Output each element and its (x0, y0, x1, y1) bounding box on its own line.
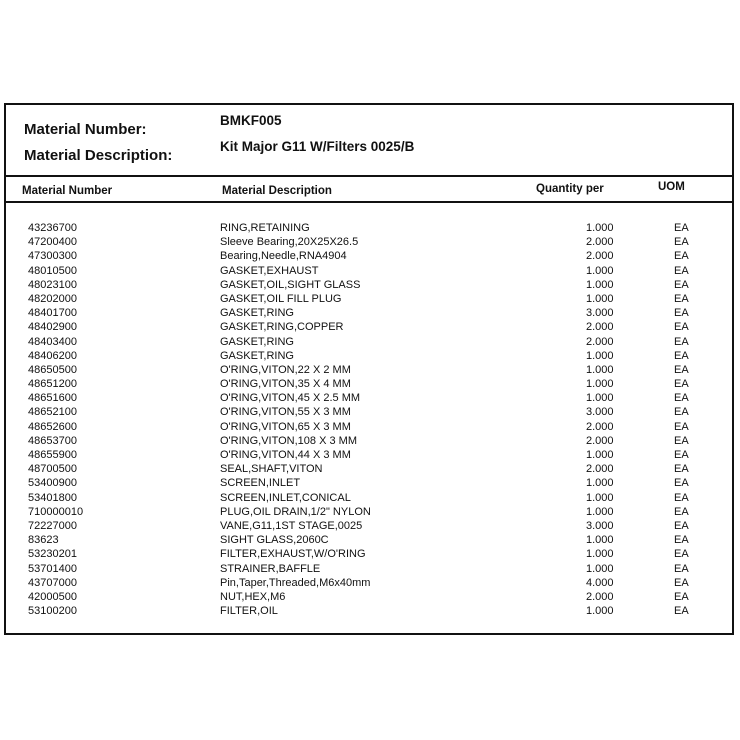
quantity-cell: 1.000 (586, 222, 614, 234)
table-row (6, 505, 732, 519)
quantity-cell: 2.000 (586, 335, 614, 348)
table-row (6, 576, 732, 590)
uom-cell: EA (674, 562, 689, 575)
material-number-cell: 83623 (28, 534, 59, 547)
quantity-cell: 2.000 (586, 420, 614, 433)
material-description-cell: PLUG,OIL DRAIN,1/2" NYLON (220, 505, 371, 518)
table-row (6, 221, 732, 235)
material-description-cell: GASKET,OIL,SIGHT GLASS (220, 278, 361, 291)
material-number-cell: 47200400 (28, 236, 77, 249)
material-number-cell: 48700500 (28, 463, 77, 476)
material-number-cell: 53401800 (28, 491, 77, 504)
quantity-cell: 3.000 (586, 519, 614, 532)
material-number-cell: 48010500 (28, 264, 77, 277)
table-row (6, 590, 732, 604)
column-header-quantity-per: Quantity per (536, 183, 604, 195)
quantity-cell: 1.000 (586, 264, 614, 277)
table-row (6, 604, 732, 618)
quantity-cell: 1.000 (586, 477, 614, 490)
uom-cell: EA (674, 477, 689, 490)
uom-cell: EA (674, 349, 689, 362)
material-number-cell: 47300300 (28, 250, 77, 263)
materials-table-body (6, 221, 732, 618)
uom-cell: EA (674, 519, 689, 532)
quantity-cell: 1.000 (586, 278, 614, 291)
quantity-cell: 2.000 (586, 463, 614, 476)
material-number-cell: 48652600 (28, 420, 77, 433)
quantity-cell: 1.000 (586, 562, 614, 575)
table-row (6, 519, 732, 533)
uom-cell: EA (674, 534, 689, 547)
table-row (6, 405, 732, 419)
table-row (6, 377, 732, 391)
material-number-cell: 48650500 (28, 363, 77, 376)
uom-cell: EA (674, 335, 689, 348)
quantity-cell: 1.000 (586, 491, 614, 504)
uom-cell: EA (674, 576, 689, 589)
table-row (6, 462, 732, 476)
material-description-cell: O'RING,VITON,55 X 3 MM (220, 406, 351, 419)
material-number-cell: 53100200 (28, 605, 77, 618)
table-row (6, 434, 732, 448)
uom-cell: EA (674, 420, 689, 433)
quantity-cell: 1.000 (586, 548, 614, 561)
material-number-value: BMKF005 (220, 113, 282, 128)
quantity-cell: 2.000 (586, 321, 614, 334)
material-description-cell: O'RING,VITON,65 X 3 MM (220, 420, 351, 433)
table-row (6, 476, 732, 490)
material-description-cell: VANE,G11,1ST STAGE,0025 (220, 519, 363, 532)
material-number-cell: 53230201 (28, 548, 77, 561)
material-description-cell: GASKET,EXHAUST (220, 264, 319, 277)
material-number-cell: 48023100 (28, 278, 77, 291)
quantity-cell: 2.000 (586, 590, 614, 603)
quantity-cell: 2.000 (586, 236, 614, 249)
material-number-cell: 48202000 (28, 292, 77, 305)
material-number-cell: 48653700 (28, 434, 77, 447)
table-row (6, 320, 732, 334)
material-description-cell: O'RING,VITON,22 X 2 MM (220, 363, 351, 376)
uom-cell: EA (674, 491, 689, 504)
material-description-cell: GASKET,RING (220, 307, 294, 320)
table-row (6, 363, 732, 377)
uom-cell: EA (674, 222, 689, 234)
table-row (6, 547, 732, 561)
material-description-cell: O'RING,VITON,108 X 3 MM (220, 434, 357, 447)
table-row (6, 235, 732, 249)
material-number-cell: 48655900 (28, 449, 77, 461)
material-description-cell: Pin,Taper,Threaded,M6x40mm (220, 576, 371, 589)
column-header-material-number: Material Number (22, 185, 113, 197)
table-row (6, 292, 732, 306)
uom-cell: EA (674, 505, 689, 518)
material-description-cell: GASKET,RING (220, 349, 294, 362)
quantity-cell: 2.000 (586, 434, 614, 447)
table-row (6, 391, 732, 405)
table-row (6, 306, 732, 320)
quantity-cell: 1.000 (586, 349, 614, 362)
quantity-cell: 1.000 (586, 534, 614, 547)
material-number-cell: 48651600 (28, 392, 77, 405)
quantity-cell: 4.000 (586, 576, 614, 589)
uom-cell: EA (674, 434, 689, 447)
quantity-cell: 1.000 (586, 605, 614, 618)
quantity-cell: 1.000 (586, 505, 614, 518)
material-number-cell: 43707000 (28, 576, 77, 589)
material-description-cell: O'RING,VITON,45 X 2.5 MM (220, 392, 361, 405)
table-row (6, 562, 732, 576)
uom-cell: EA (674, 264, 689, 277)
material-description-cell: O'RING,VITON,44 X 3 MM (220, 449, 351, 461)
material-number-cell: 53701400 (28, 562, 77, 575)
quantity-cell: 1.000 (586, 378, 614, 391)
material-number-cell: 53400900 (28, 477, 77, 490)
material-number-cell: 48651200 (28, 378, 77, 391)
material-description-cell: SIGHT GLASS,2060C (220, 534, 329, 547)
quantity-cell: 1.000 (586, 363, 614, 376)
material-description-cell: Bearing,Needle,RNA4904 (220, 250, 347, 263)
material-description-cell: FILTER,OIL (220, 605, 278, 618)
table-row (6, 349, 732, 363)
uom-cell: EA (674, 605, 689, 618)
material-description-cell: SEAL,SHAFT,VITON (220, 463, 323, 476)
material-description-value: Kit Major G11 W/Filters 0025/B (220, 139, 415, 154)
uom-cell: EA (674, 463, 689, 476)
uom-cell: EA (674, 378, 689, 391)
table-row (6, 278, 732, 292)
table-row (6, 420, 732, 434)
uom-cell: EA (674, 278, 689, 291)
uom-cell: EA (674, 590, 689, 603)
uom-cell: EA (674, 449, 689, 461)
material-number-cell: 48401700 (28, 307, 77, 320)
material-number-cell: 48403400 (28, 335, 77, 348)
uom-cell: EA (674, 321, 689, 334)
uom-cell: EA (674, 236, 689, 249)
material-description-cell: STRAINER,BAFFLE (220, 562, 321, 575)
material-description-cell: SCREEN,INLET,CONICAL (220, 491, 351, 504)
material-description-cell: Sleeve Bearing,20X25X26.5 (220, 236, 359, 249)
table-row (6, 533, 732, 547)
quantity-cell: 1.000 (586, 292, 614, 305)
column-header-uom: UOM (658, 181, 685, 193)
header-divider (6, 175, 732, 177)
uom-cell: EA (674, 292, 689, 305)
table-row (6, 264, 732, 278)
material-description-cell: GASKET,OIL FILL PLUG (220, 292, 342, 305)
material-number-cell: 72227000 (28, 519, 77, 532)
column-divider (6, 201, 732, 203)
quantity-cell: 3.000 (586, 406, 614, 419)
table-row (6, 249, 732, 263)
material-description-label: Material Description: (24, 147, 173, 164)
material-description-cell: NUT,HEX,M6 (220, 590, 286, 603)
quantity-cell: 1.000 (586, 392, 614, 405)
material-number-cell: 48652100 (28, 406, 77, 419)
material-number-cell: 48406200 (28, 349, 77, 362)
quantity-cell: 1.000 (586, 449, 614, 461)
table-row (6, 448, 732, 462)
material-number-cell: 42000500 (28, 590, 77, 603)
uom-cell: EA (674, 307, 689, 320)
uom-cell: EA (674, 406, 689, 419)
uom-cell: EA (674, 548, 689, 561)
material-number-cell: 48402900 (28, 321, 77, 334)
uom-cell: EA (674, 392, 689, 405)
material-description-cell: FILTER,EXHAUST,W/O'RING (220, 548, 366, 561)
table-row (6, 491, 732, 505)
uom-cell: EA (674, 250, 689, 263)
material-sheet (4, 103, 734, 635)
quantity-cell: 2.000 (586, 250, 614, 263)
material-description-cell: GASKET,RING,COPPER (220, 321, 344, 334)
quantity-cell: 3.000 (586, 307, 614, 320)
material-number-label: Material Number: (24, 121, 147, 138)
material-number-cell: 710000010 (28, 505, 84, 518)
material-description-cell: SCREEN,INLET (220, 477, 301, 490)
material-number-cell: 43236700 (28, 222, 77, 234)
column-header-material-description: Material Description (222, 185, 332, 197)
material-description-cell: O'RING,VITON,35 X 4 MM (220, 378, 351, 391)
table-row (6, 335, 732, 349)
material-description-cell: RING,RETAINING (220, 222, 310, 234)
uom-cell: EA (674, 363, 689, 376)
material-description-cell: GASKET,RING (220, 335, 294, 348)
